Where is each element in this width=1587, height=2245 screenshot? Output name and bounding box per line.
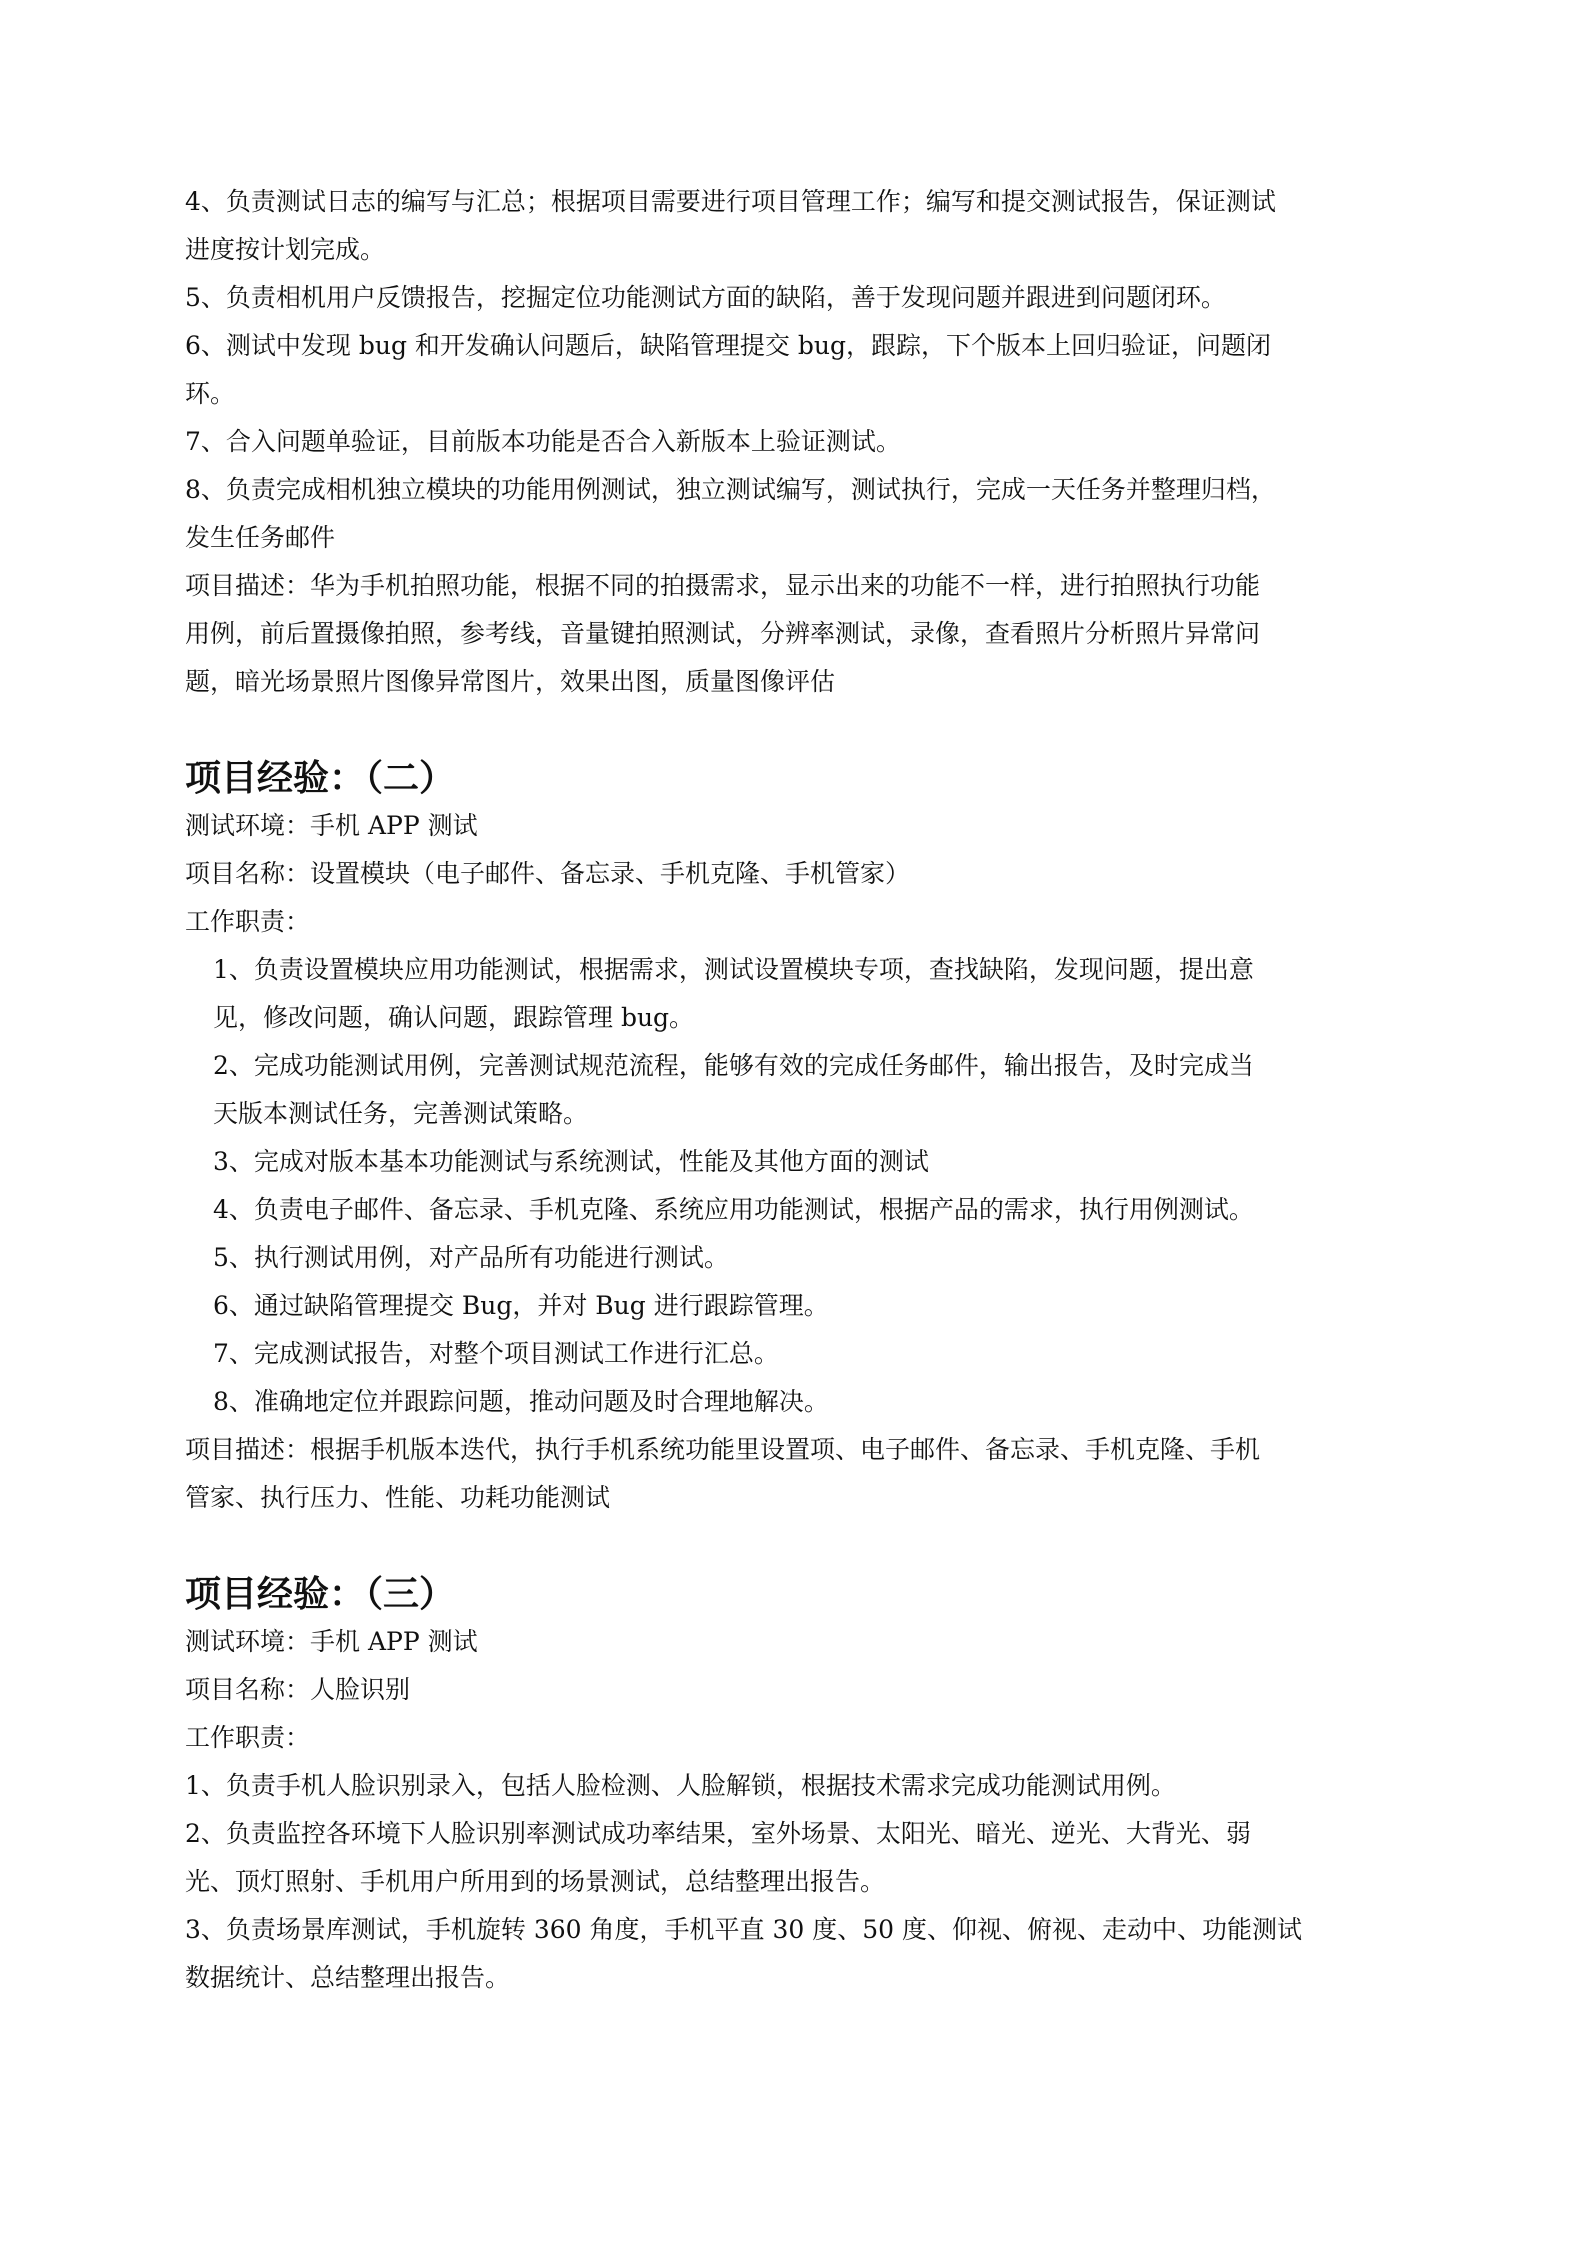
- duties-label: 工作职责：: [185, 907, 311, 936]
- duty-line: 见，修改问题，确认问题，跟踪管理 bug。: [213, 1003, 695, 1032]
- duty-line: 天版本测试任务，完善测试策略。: [213, 1099, 589, 1128]
- text-line: 6、测试中发现 bug 和开发确认问题后，缺陷管理提交 bug，跟踪，下个版本上回归验证，问题闭: [185, 331, 1271, 360]
- text-line: 发生任务邮件: [185, 523, 336, 552]
- text-line: 题，暗光场景照片图像异常图片，效果出图，质量图像评估: [185, 667, 836, 696]
- project-description: 管家、执行压力、性能、功耗功能测试: [185, 1483, 611, 1512]
- duty-line: 5、执行测试用例，对产品所有功能进行测试。: [213, 1243, 729, 1272]
- project-description: 项目描述：根据手机版本迭代，执行手机系统功能里设置项、电子邮件、备忘录、手机克隆、手机: [185, 1435, 1261, 1464]
- duty-line: 3、完成对版本基本功能测试与系统测试，性能及其他方面的测试: [213, 1147, 929, 1176]
- duty-line: 2、负责监控各环境下人脸识别率测试成功率结果，室外场景、太阳光、暗光、逆光、大背光、弱: [185, 1819, 1251, 1848]
- project-3-heading: 项目经验：（三）: [185, 1573, 456, 1615]
- test-environment: 测试环境：手机 APP 测试: [185, 1627, 478, 1656]
- text-line: 8、负责完成相机独立模块的功能用例测试，独立测试编写，测试执行，完成一天任务并整理归档，: [185, 475, 1276, 504]
- duty-line: 1、负责设置模块应用功能测试，根据需求，测试设置模块专项，查找缺陷，发现问题，提出意: [213, 955, 1254, 984]
- duty-line: 光、顶灯照射、手机用户所用到的场景测试，总结整理出报告。: [185, 1867, 886, 1896]
- text-line: 项目描述：华为手机拍照功能，根据不同的拍摄需求，显示出来的功能不一样，进行拍照执行功能: [185, 571, 1261, 600]
- project-name: 项目名称：设置模块（电子邮件、备忘录、手机克隆、手机管家）: [185, 859, 911, 888]
- section-top: [185, 178, 1420, 706]
- spacer: [185, 1522, 1420, 1570]
- text-line: 5、负责相机用户反馈报告，挖掘定位功能测试方面的缺陷，善于发现问题并跟进到问题闭环。: [185, 283, 1226, 312]
- duty-line: 数据统计、总结整理出报告。: [185, 1963, 511, 1992]
- project-2-heading: 项目经验：（二）: [185, 757, 456, 799]
- duty-line: 4、负责电子邮件、备忘录、手机克隆、系统应用功能测试，根据产品的需求，执行用例测试。: [213, 1195, 1254, 1224]
- text-line: 环。: [185, 379, 236, 408]
- duty-line: 7、完成测试报告，对整个项目测试工作进行汇总。: [213, 1339, 779, 1368]
- test-environment: 测试环境：手机 APP 测试: [185, 811, 478, 840]
- project-3-section: [185, 1570, 1420, 2002]
- resume-page: [185, 178, 1420, 2002]
- duty-line: 6、通过缺陷管理提交 Bug，并对 Bug 进行跟踪管理。: [213, 1291, 829, 1320]
- text-line: 用例，前后置摄像拍照，参考线，音量键拍照测试，分辨率测试，录像，查看照片分析照片异常问: [185, 619, 1261, 648]
- duty-line: 3、负责场景库测试，手机旋转 360 角度，手机平直 30 度、50 度、仰视、俯视、走动中、功能测试: [185, 1915, 1302, 1944]
- spacer: [185, 706, 1420, 754]
- text-line: 4、负责测试日志的编写与汇总；根据项目需要进行项目管理工作；编写和提交测试报告，保证测试: [185, 187, 1276, 216]
- duty-line: 8、准确地定位并跟踪问题，推动问题及时合理地解决。: [213, 1387, 829, 1416]
- text-line: 7、合入问题单验证，目前版本功能是否合入新版本上验证测试。: [185, 427, 901, 456]
- project-name: 项目名称：人脸识别: [185, 1675, 411, 1704]
- text-line: 进度按计划完成。: [185, 235, 386, 264]
- duty-line: 2、完成功能测试用例，完善测试规范流程，能够有效的完成任务邮件，输出报告，及时完成当: [213, 1051, 1254, 1080]
- duties-label: 工作职责：: [185, 1723, 311, 1752]
- duty-line: 1、负责手机人脸识别录入，包括人脸检测、人脸解锁，根据技术需求完成功能测试用例。: [185, 1771, 1176, 1800]
- project-2-section: [185, 754, 1420, 1522]
